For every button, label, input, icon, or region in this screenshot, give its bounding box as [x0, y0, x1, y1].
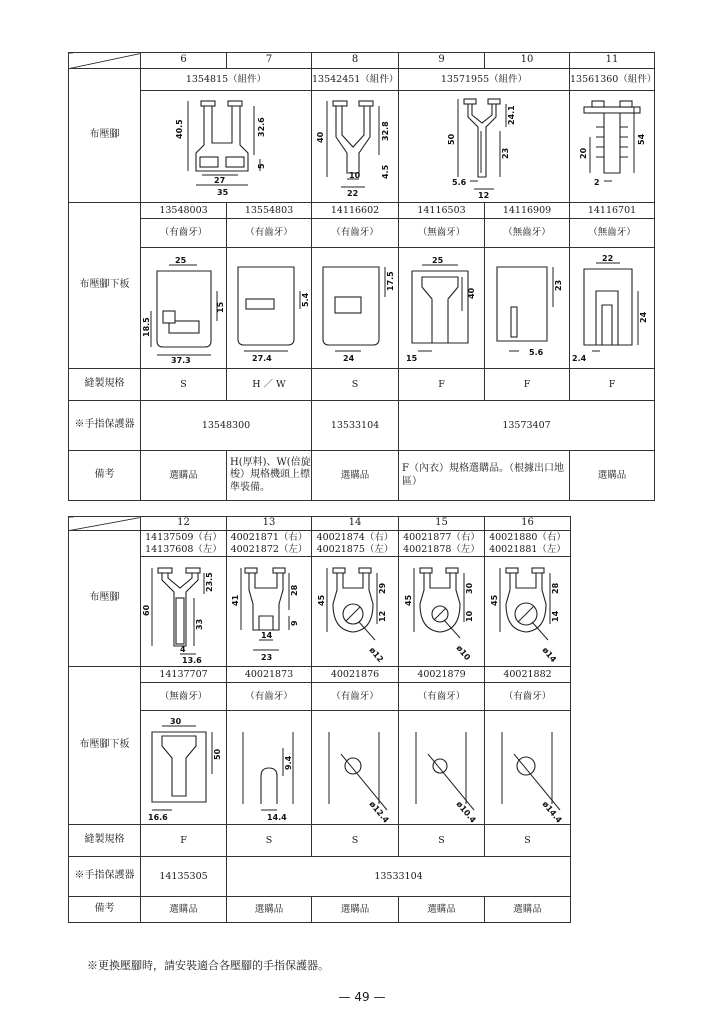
presser-foot-14-image	[313, 560, 397, 664]
plate-type: （無齒牙）	[485, 219, 570, 248]
row-label-stitch-spec: 縫製規格	[69, 825, 141, 857]
plate-code: 14116503	[399, 203, 485, 219]
row-label-presser-foot: 布壓腳	[69, 69, 141, 203]
throat-plate-drawing	[312, 248, 399, 369]
dim-label: 23	[261, 652, 273, 662]
plate-code: 14116602	[312, 203, 399, 219]
throat-plate-drawing	[141, 248, 227, 369]
dim-label: 25	[174, 256, 186, 265]
plate-type: （無齒牙）	[570, 219, 655, 248]
stitch-spec: F	[141, 825, 227, 857]
dim-label: 13.6	[181, 655, 202, 665]
dim-label: ø14	[539, 645, 558, 664]
plate-code: 40021882	[485, 667, 571, 683]
dim-label: 54	[637, 133, 646, 145]
remark: H(厚料)、W(倍旋梭）規格機頭上標準裝備。	[227, 451, 312, 501]
plate-code: 14116909	[485, 203, 570, 219]
dim-label: 9	[290, 619, 299, 626]
dim-label: 5.6	[529, 348, 544, 357]
dim-label: 4.5	[381, 164, 390, 179]
dim-label: 25	[431, 256, 443, 265]
presser-foot-9-10-image	[424, 95, 544, 199]
dim-label: 30	[464, 582, 474, 594]
foot-code: 13542451（組件）	[312, 69, 399, 91]
presser-foot-8-image	[313, 95, 397, 199]
plate-type: （無齒牙）	[141, 683, 227, 711]
foot-code	[227, 531, 312, 557]
foot-code	[312, 531, 399, 557]
dim-label: 16.6	[147, 812, 168, 822]
finger-guard-code: 14135305	[141, 857, 227, 897]
foot-code-left: 40021872（左）	[230, 543, 308, 555]
dim-label: 28	[550, 582, 560, 594]
dim-label: 27	[214, 175, 226, 185]
dim-label: 15	[405, 354, 417, 363]
attachment-table-1	[68, 52, 655, 501]
dim-label: 40	[316, 131, 325, 143]
remark: 選購品	[485, 897, 571, 923]
plate-type: （有齒牙）	[141, 219, 227, 248]
plate-type: （有齒牙）	[485, 683, 571, 711]
dim-label: 23	[554, 279, 563, 291]
col-header-14: 14	[312, 517, 399, 531]
row-label-throat-plate: 布壓腳下板	[69, 203, 141, 369]
dim-label: 35	[217, 187, 229, 197]
dim-label: 45	[317, 594, 326, 606]
stitch-spec: F	[485, 369, 570, 401]
throat-plate-9-image	[400, 251, 484, 365]
foot-code: 13571955（組件）	[399, 69, 570, 91]
dim-label: 50	[212, 748, 222, 760]
stitch-spec: S	[141, 369, 227, 401]
presser-foot-drawing	[141, 91, 312, 203]
dim-label: 10	[464, 610, 474, 622]
foot-code-right: 40021874（右）	[316, 531, 394, 543]
throat-plate-drawing	[227, 711, 312, 825]
dim-label: 23	[501, 147, 510, 159]
finger-guard-code: 13573407	[399, 401, 655, 451]
dim-label: 30	[169, 716, 181, 726]
dim-label: ø12.4	[367, 799, 391, 825]
dim-label: 17.5	[386, 271, 395, 291]
throat-plate-drawing	[141, 711, 227, 825]
col-header-15: 15	[399, 517, 485, 531]
col-header-13: 13	[227, 517, 312, 531]
throat-plate-10-image	[485, 251, 569, 365]
dim-label: 45	[489, 594, 499, 606]
dim-label: 28	[290, 584, 299, 596]
presser-foot-6-7-image	[166, 95, 286, 199]
plate-code: 13548003	[141, 203, 227, 219]
foot-code-left: 40021881（左）	[489, 543, 566, 555]
throat-plate-6-image	[143, 251, 225, 365]
dim-label: 12	[378, 610, 387, 622]
throat-plate-13-image	[227, 714, 311, 822]
throat-plate-drawing	[312, 711, 399, 825]
dim-label: 2	[594, 177, 600, 187]
stitch-spec: S	[227, 825, 312, 857]
remark: 選購品	[570, 451, 655, 501]
dim-label: ø10	[453, 643, 472, 662]
row-label-finger-guard: ※手指保護器	[69, 401, 141, 451]
dim-label: 5	[257, 162, 266, 169]
stitch-spec: S	[485, 825, 571, 857]
foot-code-left: 40021878（左）	[403, 543, 480, 555]
throat-plate-drawing	[485, 711, 571, 825]
page-number: — 49 —	[338, 990, 386, 1004]
plate-type: （有齒牙）	[399, 683, 485, 711]
dim-label: ø12	[367, 645, 386, 664]
plate-code: 14137707	[141, 667, 227, 683]
dim-label: 40	[466, 287, 476, 299]
foot-code-right: 40021880（右）	[489, 531, 566, 543]
presser-foot-drawing	[485, 557, 571, 667]
presser-foot-drawing	[312, 91, 399, 203]
attachment-table-2	[68, 516, 571, 923]
foot-code-right: 40021877（右）	[403, 531, 480, 543]
foot-code: 13561360（組件）	[570, 69, 655, 91]
stitch-spec: F	[399, 369, 485, 401]
foot-code-right: 14137509（右）	[145, 531, 222, 543]
finger-guard-code: 13548300	[141, 401, 312, 451]
dim-label: 14	[261, 630, 273, 640]
finger-guard-code: 13533104	[312, 401, 399, 451]
stitch-spec: H ／ W	[227, 369, 312, 401]
stitch-spec: S	[399, 825, 485, 857]
foot-code-left: 14137608（左）	[145, 543, 222, 555]
dim-label: 9.4	[284, 755, 293, 770]
presser-foot-drawing	[399, 91, 570, 203]
dim-label: 14	[550, 610, 560, 622]
dim-label: 24	[343, 354, 355, 363]
throat-plate-12-image	[142, 714, 226, 822]
stitch-spec: F	[570, 369, 655, 401]
throat-plate-drawing	[399, 711, 485, 825]
throat-plate-drawing	[485, 248, 570, 369]
dim-label: 32.8	[381, 120, 390, 141]
footnote: ※更換壓腳時，請安裝適合各壓腳的手指保護器。	[87, 959, 329, 972]
row-label-remarks: 備考	[69, 897, 141, 923]
dim-label: 45	[403, 594, 413, 606]
presser-foot-16-image	[486, 560, 570, 664]
remark: 選購品	[312, 897, 399, 923]
plate-code: 40021876	[312, 667, 399, 683]
col-header-9: 9	[399, 53, 485, 69]
col-header-10: 10	[485, 53, 570, 69]
foot-code-right: 40021871（右）	[230, 531, 308, 543]
throat-plate-drawing	[570, 248, 655, 369]
col-header-11: 11	[570, 53, 655, 69]
foot-code: 1354815（組件）	[141, 69, 312, 91]
stitch-spec: S	[312, 369, 399, 401]
dim-label: 27.4	[252, 354, 272, 363]
dim-label: 20	[579, 147, 588, 159]
plate-type: （有齒牙）	[227, 219, 312, 248]
col-header-6: 6	[141, 53, 227, 69]
dim-label: 32.6	[257, 116, 266, 137]
remark: F（內衣）規格選購品。（根據出口地區）	[399, 451, 570, 501]
stitch-spec: S	[312, 825, 399, 857]
dim-label: 33	[194, 618, 204, 630]
dim-label: 37.3	[170, 356, 191, 365]
dim-label: 22	[602, 254, 614, 263]
throat-plate-11-image	[570, 251, 654, 365]
throat-plate-14-image	[313, 714, 397, 825]
corner-cell	[69, 53, 141, 69]
presser-foot-11-image	[570, 95, 654, 199]
foot-code-left: 40021875（左）	[316, 543, 394, 555]
plate-code: 14116701	[570, 203, 655, 219]
dim-label: 2.4	[572, 354, 587, 363]
dim-label: 24.1	[507, 104, 516, 125]
row-label-throat-plate: 布壓腳下板	[69, 667, 141, 825]
col-header-8: 8	[312, 53, 399, 69]
dim-label: ø14.4	[539, 799, 564, 825]
remark: 選購品	[141, 451, 227, 501]
dim-label: 12	[478, 190, 490, 200]
remark: 選購品	[399, 897, 485, 923]
col-header-16: 16	[485, 517, 571, 531]
dim-label: 29	[378, 582, 387, 594]
plate-code: 40021873	[227, 667, 312, 683]
throat-plate-drawing	[399, 248, 485, 369]
throat-plate-7-image	[228, 251, 310, 365]
row-label-remarks: 備考	[69, 451, 141, 501]
foot-code	[485, 531, 571, 557]
plate-type: （有齒牙）	[227, 683, 312, 711]
dim-label: 14.4	[267, 812, 287, 822]
dim-label: 40.5	[175, 118, 184, 139]
col-header-12: 12	[141, 517, 227, 531]
presser-foot-drawing	[227, 557, 312, 667]
corner-cell	[69, 517, 141, 531]
row-label-presser-foot: 布壓腳	[69, 531, 141, 667]
col-header-7: 7	[227, 53, 312, 69]
remark: 選購品	[227, 897, 312, 923]
foot-code	[141, 531, 227, 557]
plate-type: （無齒牙）	[399, 219, 485, 248]
presser-foot-drawing	[399, 557, 485, 667]
throat-plate-8-image	[313, 251, 397, 365]
remark: 選購品	[312, 451, 399, 501]
dim-label: 4	[179, 644, 186, 654]
dim-label: 10	[349, 170, 361, 180]
dim-label: 41	[231, 594, 240, 606]
dim-label: 18.5	[141, 317, 151, 337]
plate-code: 13554803	[227, 203, 312, 219]
dim-label: 5.6	[452, 177, 467, 187]
plate-type: （有齒牙）	[312, 219, 399, 248]
dim-label: 50	[447, 133, 456, 145]
presser-foot-drawing	[312, 557, 399, 667]
presser-foot-15-image	[400, 560, 484, 664]
dim-label: ø10.4	[453, 799, 478, 825]
dim-label: 23.5	[204, 571, 214, 592]
finger-guard-code: 13533104	[227, 857, 571, 897]
presser-foot-drawing	[141, 557, 227, 667]
foot-code	[399, 531, 485, 557]
presser-foot-13-image	[227, 560, 311, 664]
throat-plate-15-image	[400, 714, 484, 825]
throat-plate-drawing	[227, 248, 312, 369]
row-label-finger-guard: ※手指保護器	[69, 857, 141, 897]
dim-label: 5.4	[301, 292, 310, 307]
remark: 選購品	[141, 897, 227, 923]
dim-label: 60	[141, 604, 151, 616]
throat-plate-16-image	[486, 714, 570, 825]
presser-foot-12-image	[142, 560, 226, 664]
plate-code: 40021879	[399, 667, 485, 683]
dim-label: 24	[639, 311, 648, 323]
plate-type: （有齒牙）	[312, 683, 399, 711]
row-label-stitch-spec: 縫製規格	[69, 369, 141, 401]
dim-label: 15	[215, 301, 225, 313]
presser-foot-drawing	[570, 91, 655, 203]
dim-label: 22	[347, 188, 359, 198]
